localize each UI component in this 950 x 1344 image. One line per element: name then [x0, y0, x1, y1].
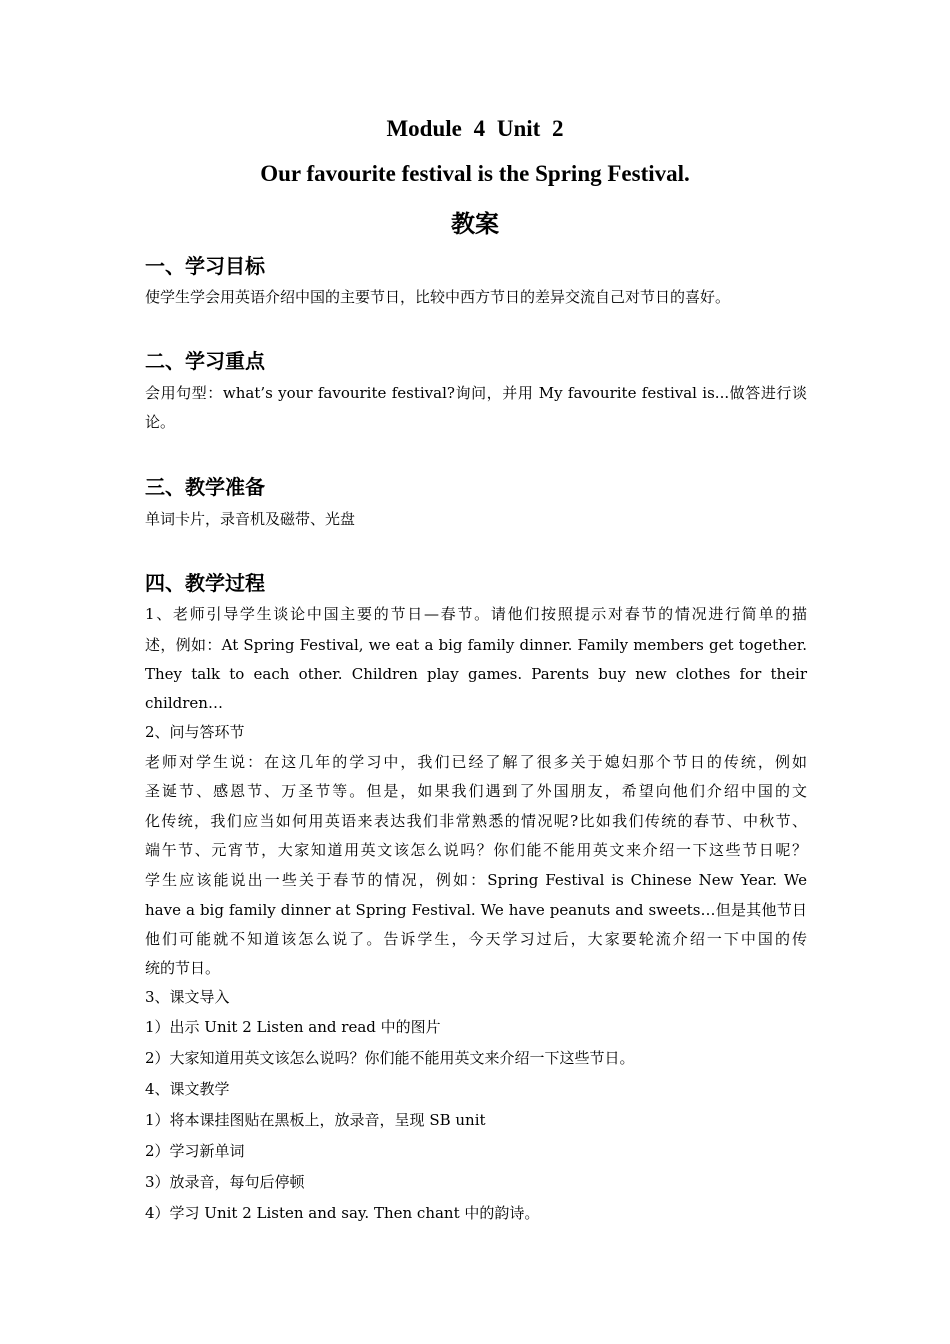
process-line: 老师对学生说：在这几年的学习中，我们已经了解了很多关于媳妇那个节日的传统，例如	[145, 753, 807, 771]
process-line: 述，例如：At Spring Festival, we eat a big family dinner. Family members get together.	[145, 636, 807, 654]
process-line: 2、问与答环节	[145, 723, 245, 741]
process-line: 3）放录音，每句后停顿	[145, 1173, 305, 1191]
process-line: 1）将本课挂图贴在黑板上，放录音，呈现 SB unit	[145, 1111, 486, 1129]
section-heading-preparation: 三、教学准备	[145, 475, 265, 499]
process-line: 2）大家知道用英文该怎么说吗？你们能不能用英文来介绍一下这些节日。	[145, 1049, 635, 1067]
process-line: 端午节、元宵节，大家知道用英文该怎么说吗？你们能不能用英文来介绍一下这些节日呢？	[145, 841, 807, 859]
key-points-line: 会用句型：what’s your favourite festival?询问，并用 My favourite festival is...做答进行谈	[145, 384, 807, 402]
objectives-text: 使学生学会用英语介绍中国的主要节日，比较中西方节日的差异交流自己对节日的喜好。	[145, 288, 731, 306]
preparation-text: 单词卡片，录音机及磁带、光盘	[145, 510, 356, 528]
section-heading-objectives: 一、学习目标	[145, 254, 265, 278]
process-line: 3、课文导入	[145, 988, 230, 1006]
process-line: 2）学习新单词	[145, 1142, 245, 1160]
process-line: children…	[145, 694, 223, 712]
document-title-lesson: Our favourite festival is the Spring Festival.	[260, 161, 690, 186]
document-title-type: 教案	[451, 212, 499, 238]
process-line: 统的节日。	[145, 959, 221, 977]
process-line: 他们可能就不知道该怎么说了。告诉学生，今天学习过后，大家要轮流介绍一下中国的传	[145, 930, 807, 948]
process-line: 4、课文教学	[145, 1080, 230, 1098]
process-line: 学生应该能说出一些关于春节的情况，例如：Spring Festival is Chinese New Year. We	[145, 871, 807, 889]
key-points-line: 论。	[145, 413, 176, 431]
process-line: have a big family dinner at Spring Festival. We have peanuts and sweets…但是其他节日	[145, 901, 807, 919]
section-heading-process: 四、教学过程	[145, 571, 265, 595]
process-line: 圣诞节、感恩节、万圣节等。但是，如果我们遇到了外国朋友，希望向他们介绍中国的文	[145, 782, 807, 800]
process-line: 4）学习 Unit 2 Listen and say. Then chant 中的韵诗。	[145, 1204, 540, 1222]
process-line: 1）出示 Unit 2 Listen and read 中的图片	[145, 1018, 441, 1036]
process-line: They talk to each other. Children play games. Parents buy new clothes for their	[145, 665, 807, 683]
document-title-module: Module 4 Unit 2	[386, 116, 564, 141]
process-line: 化传统，我们应当如何用英语来表达我们非常熟悉的情况呢?比如我们传统的春节、中秋节、	[145, 812, 807, 830]
section-heading-key-points: 二、学习重点	[145, 349, 265, 373]
process-line: 1、老师引导学生谈论中国主要的节日—春节。请他们按照提示对春节的情况进行简单的描	[145, 605, 807, 623]
